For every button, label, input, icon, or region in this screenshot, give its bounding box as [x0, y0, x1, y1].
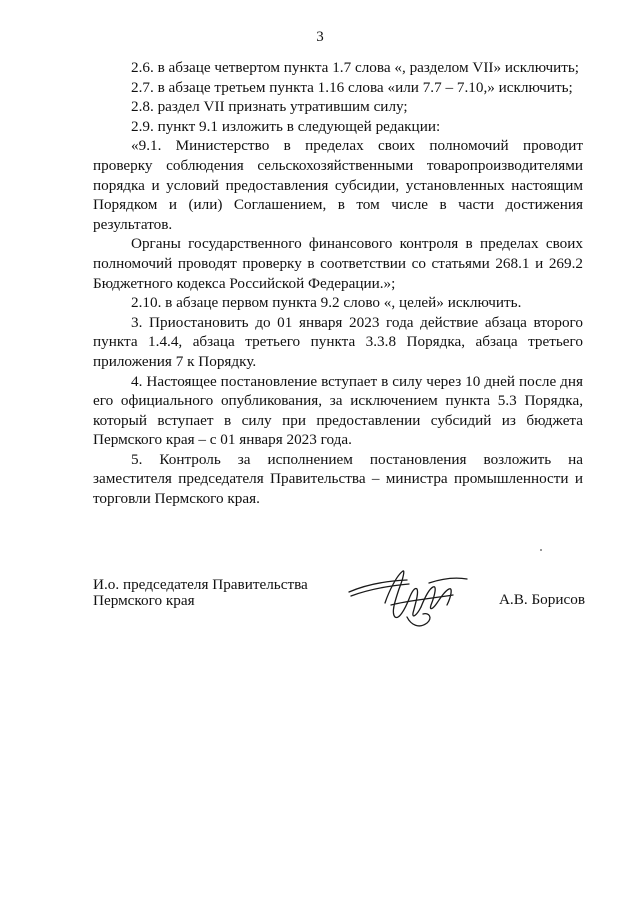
- scan-speck: [540, 549, 542, 551]
- document-body: [93, 58, 583, 509]
- page-number: 3: [316, 29, 324, 45]
- paragraph-2-9: 2.9. пункт 9.1 изложить в следующей редакции:: [131, 117, 441, 135]
- paragraph-5: 5. Контроль за исполнением постановления возложить на заместителя председателя Правительства – министра промышленности и торговли Пермского края.: [93, 450, 583, 508]
- paragraph-2-6: 2.6. в абзаце четвертом пункта 1.7 слова «, разделом VII» исключить;: [131, 59, 580, 76]
- signatory-title-line2: Пермского края: [93, 592, 195, 609]
- paragraph-4: 4. Настоящее постановление вступает в силу через 10 дней после дня его официального опубликования, за исключением пункта 5.3 Порядка, который вступает в силу при предоставлении субсидий из бюджета Пермского края – с 01 января 2023 года.: [93, 372, 583, 449]
- paragraph-2-8: 2.8. раздел VII признать утратившим силу;: [131, 98, 408, 116]
- signatory-title-line1: И.о. председателя Правительства: [93, 576, 308, 593]
- paragraph-2-7: 2.7. в абзаце третьем пункта 1.16 слова «или 7.7 – 7.10,» исключить;: [131, 78, 573, 96]
- paragraph-3: 3. Приостановить до 01 января 2023 года действие абзаца второго пункта 1.4.4, абзаца третьего пункта 3.3.8 Порядка, абзаца третьего приложения 7 к Порядку.: [93, 313, 583, 370]
- paragraph-financial-control: Органы государственного финансового контроля в пределах своих полномочий проводят проверку в соответствии со статьями 268.1 и 269.2 Бюджетного кодекса Российской Федерации.»;: [93, 235, 583, 292]
- signature-block: [93, 577, 585, 637]
- paragraph-2-10: 2.10. в абзаце первом пункта 9.2 слово «, целей» исключить.: [131, 294, 522, 312]
- paragraph-9-1-quote: «9.1. Министерство в пределах своих полномочий проводит проверку соблюдения сельскохозяйственными товаропроизводителями порядка и условий предоставления субсидии, установленных настоящим Порядком и (или) Соглашением, в том числе в части достижения результатов.: [93, 137, 583, 233]
- handwritten-signature-icon: [345, 565, 475, 635]
- signatory-title: [93, 577, 308, 609]
- signatory-name: А.В. Борисов: [498, 591, 585, 608]
